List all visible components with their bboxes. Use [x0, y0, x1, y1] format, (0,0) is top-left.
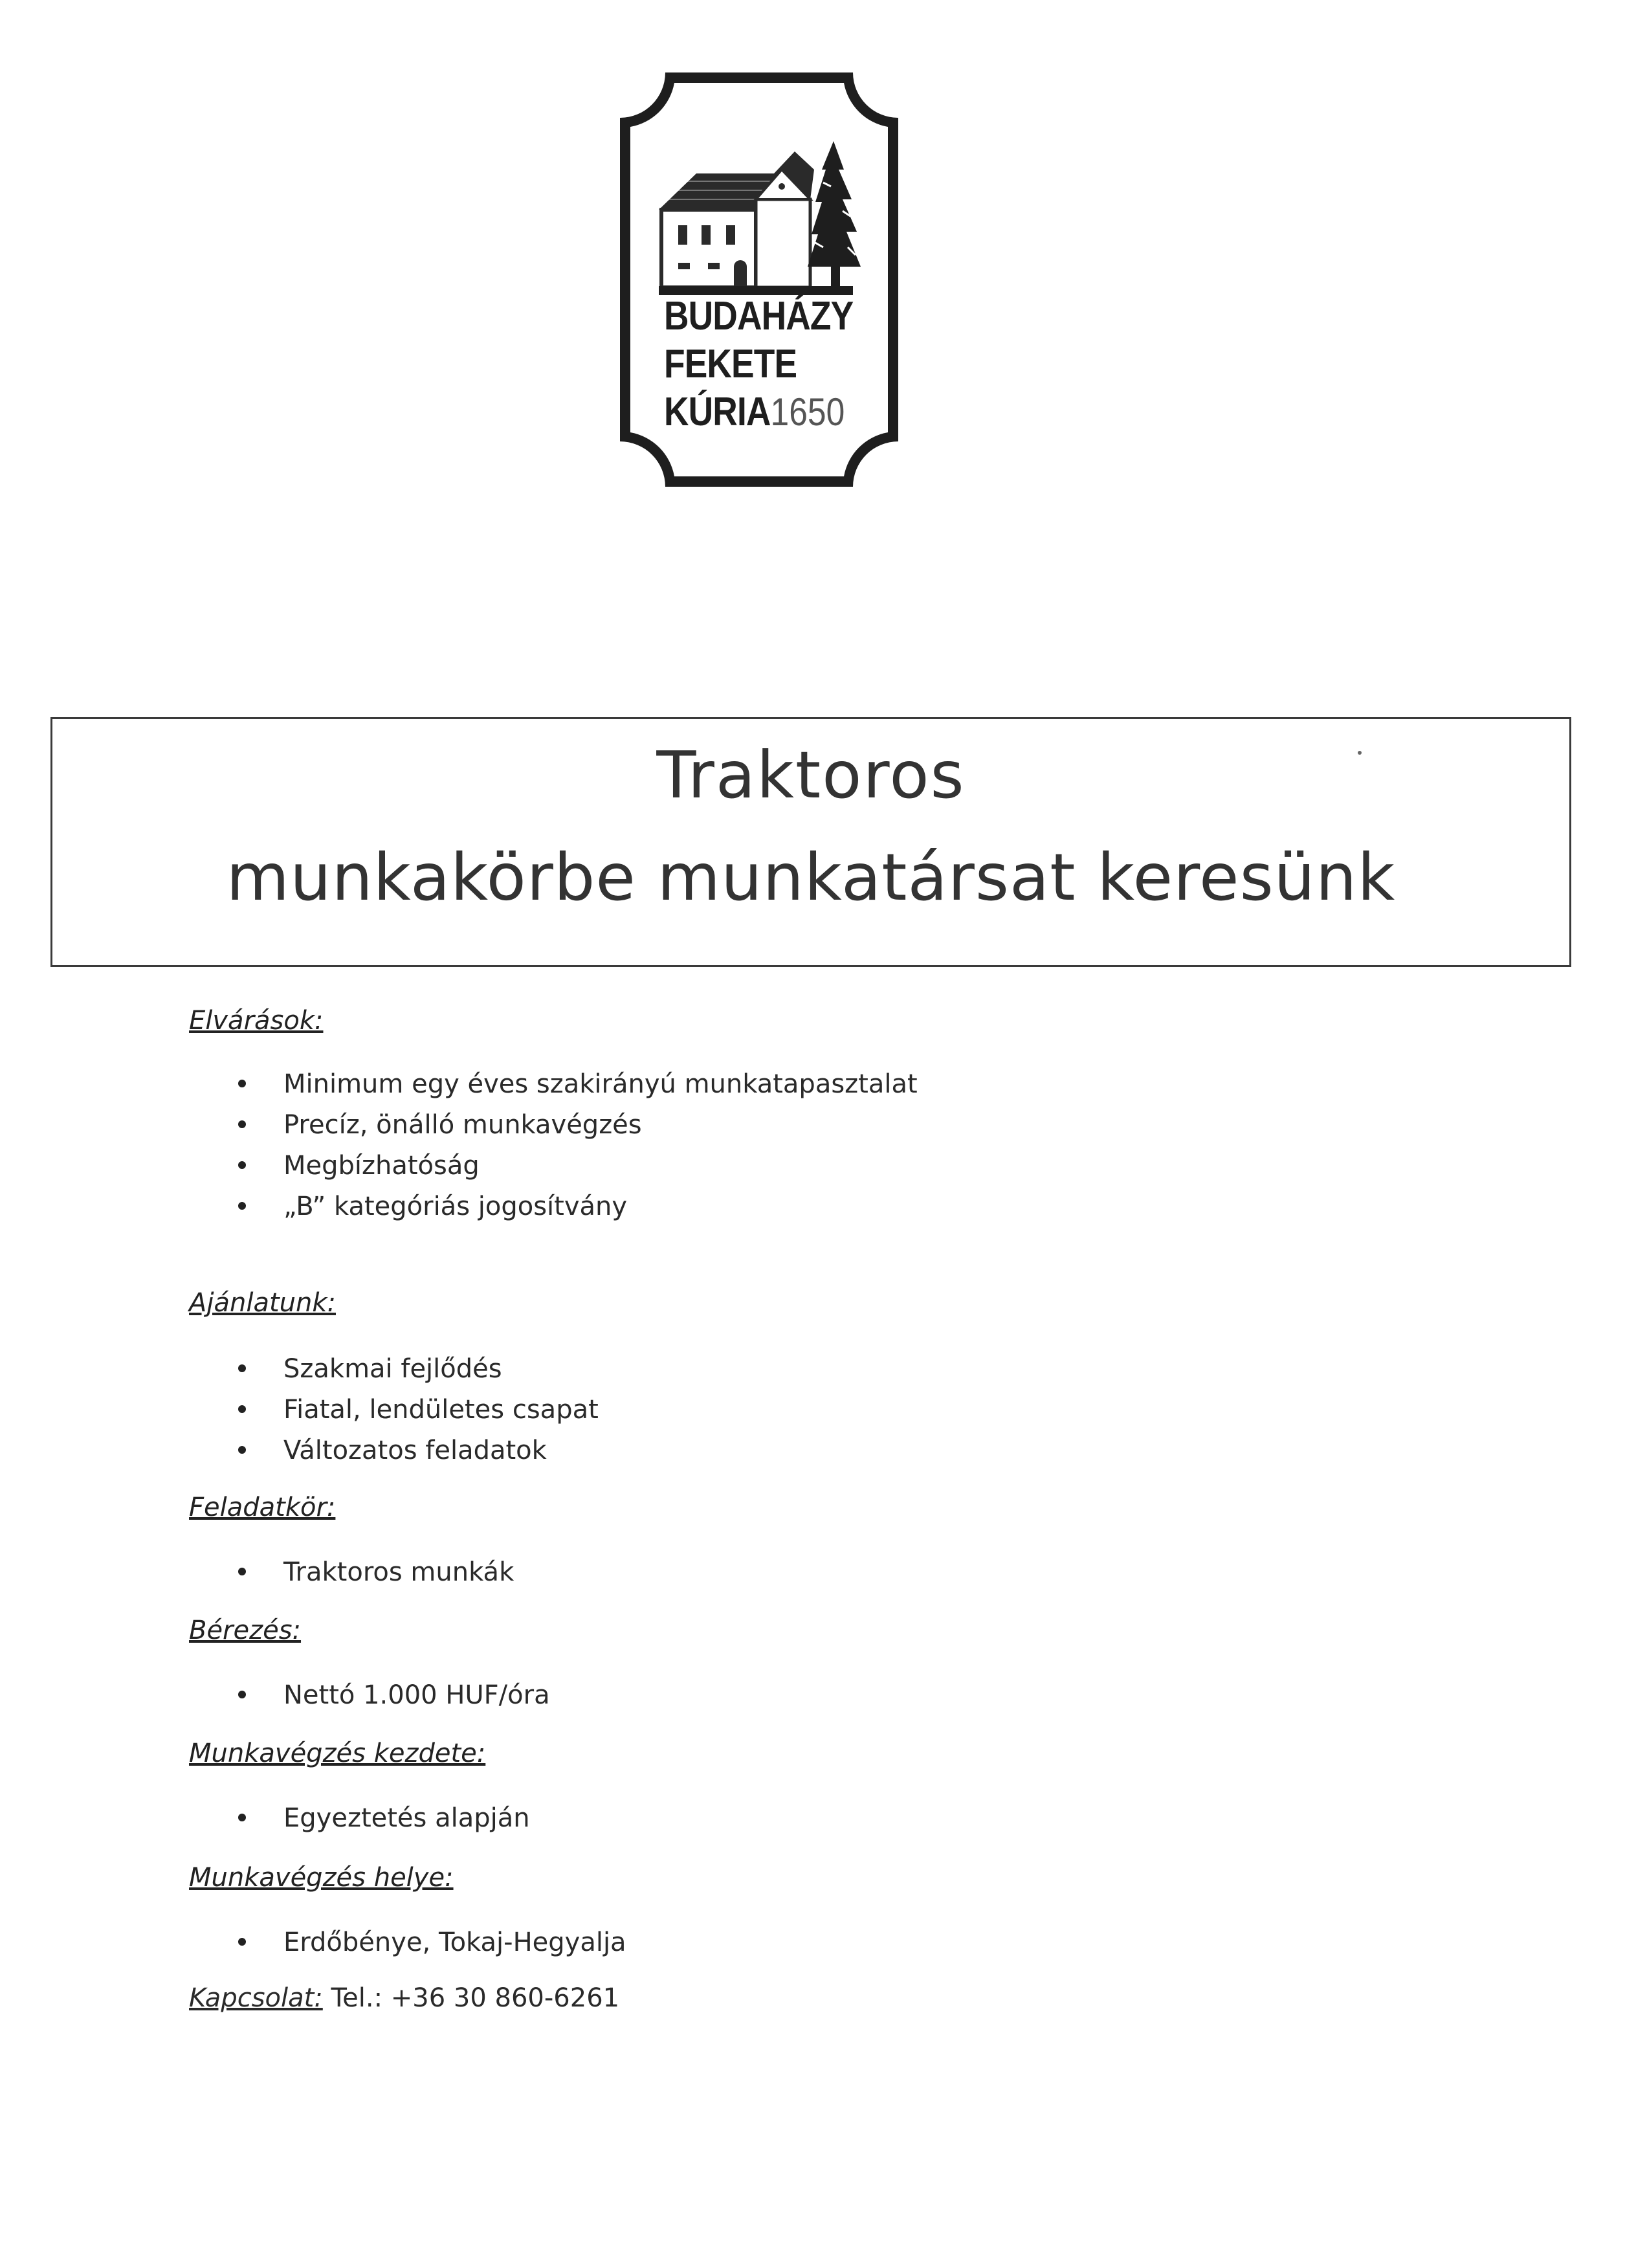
list-item-text: Megbízhatóság [283, 1151, 480, 1181]
logo-budahazy-fekete-kuria [620, 72, 898, 487]
title-box [50, 717, 1571, 967]
list-item [234, 1675, 550, 1716]
bullet-icon [238, 1938, 246, 1946]
bullet-icon [238, 1161, 246, 1169]
title-subtitle: munkakörbe munkatársat keresünk [226, 839, 1396, 915]
bullet-icon [238, 1202, 246, 1210]
requirements-list [234, 1064, 918, 1227]
bullet-icon [238, 1814, 246, 1821]
logo-wordmark [664, 293, 884, 436]
salary-list [234, 1675, 550, 1716]
contact-phone: Tel.: +36 30 860-6261 [331, 1983, 620, 2013]
list-item [234, 1390, 599, 1430]
list-item [234, 1922, 626, 1963]
bullet-icon [238, 1080, 246, 1087]
list-item [234, 1430, 599, 1471]
section-heading-requirements: Elvárások: [189, 1006, 324, 1036]
location-list [234, 1922, 626, 1963]
list-item [234, 1064, 918, 1105]
bullet-icon [238, 1691, 246, 1698]
duties-list [234, 1552, 514, 1593]
list-item-text: Minimum egy éves szakirányú munkatapasztalat [283, 1069, 918, 1099]
list-item [234, 1349, 599, 1390]
list-item-text: „B” kategóriás jogosítvány [283, 1192, 628, 1221]
section-heading-location: Munkavégzés helye: [189, 1863, 454, 1893]
title-job-name: Traktoros [656, 737, 966, 813]
contact-line [189, 1983, 619, 2013]
section-heading-offer: Ajánlatunk: [189, 1288, 336, 1318]
logo-year: 1650 [770, 390, 845, 434]
logo-kuria: KÚRIA [664, 390, 771, 434]
section-heading-start-date: Munkavégzés kezdete: [189, 1739, 486, 1768]
list-item-text: Változatos feladatok [283, 1436, 547, 1465]
section-heading-salary: Bérezés: [189, 1616, 302, 1645]
list-item [234, 1186, 918, 1227]
logo-line-2: FEKETE [664, 342, 797, 386]
bullet-icon [238, 1120, 246, 1128]
list-item [234, 1146, 918, 1186]
start-date-list [234, 1798, 530, 1839]
logo-line-3 [664, 388, 853, 436]
list-item-text: Egyeztetés alapján [283, 1803, 530, 1833]
list-item-text: Fiatal, lendületes csapat [283, 1395, 599, 1425]
bullet-icon [238, 1364, 246, 1372]
list-item-text: Szakmai fejlődés [283, 1354, 502, 1384]
bullet-icon [238, 1446, 246, 1454]
bullet-icon [238, 1568, 246, 1575]
offer-list [234, 1349, 599, 1471]
list-item-text: Nettó 1.000 HUF/óra [283, 1680, 550, 1710]
list-item [234, 1552, 514, 1593]
contact-label: Kapcsolat: [189, 1983, 323, 2013]
list-item [234, 1105, 918, 1146]
list-item-text: Erdőbénye, Tokaj-Hegyalja [283, 1928, 626, 1957]
bullet-icon [238, 1405, 246, 1413]
logo-line-1: BUDAHÁZY [664, 294, 854, 339]
list-item-text: Traktoros munkák [283, 1557, 514, 1587]
list-item-text: Precíz, önálló munkavégzés [283, 1110, 642, 1140]
section-heading-duties: Feladatkör: [189, 1493, 336, 1522]
scan-speck [1358, 751, 1362, 755]
list-item [234, 1798, 530, 1839]
